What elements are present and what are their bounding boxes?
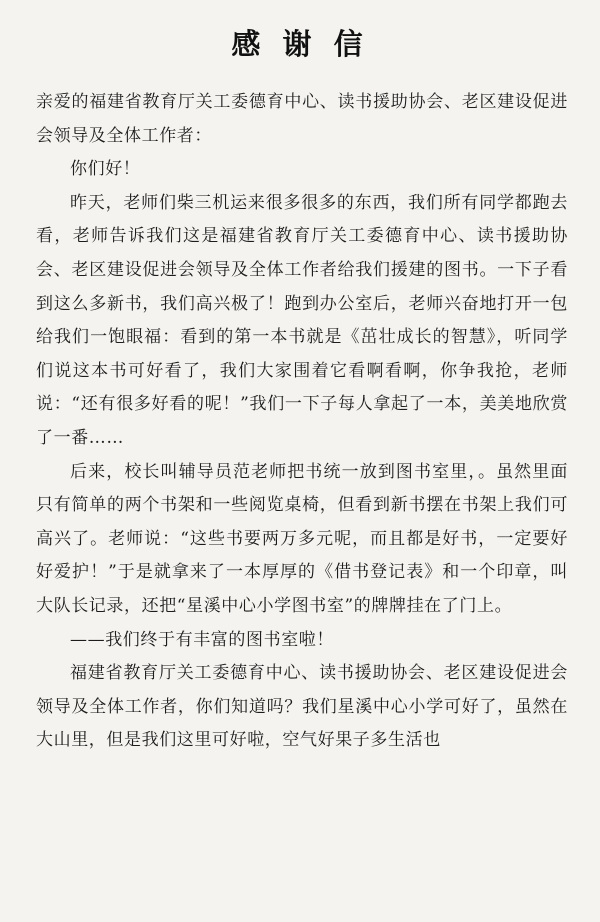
letter-title: 感 谢 信	[231, 27, 369, 61]
letter-paragraph: ——我们终于有丰富的图书室啦！	[70, 629, 334, 650]
letter-paragraph: 后来，校长叫辅导员范老师把书统一放到图书室里，。虽然里面只有简单的两个书架和一些阅览桌椅，但看到新书摆在书架上我们可高兴了。老师说：“这些书要两万多元呢，而且都是好书，一定要好好爱护！”于是就拿来了一本厚厚的《借书登记表》和一个印章，叫大队长记录，还把“星溪中心小学图书室”的牌牌挂在了门上。	[36, 461, 568, 616]
letter-paragraph: 福建省教育厅关工委德育中心、读书援助协会、老区建设促进会领导及全体工作者，你们知道吗？我们星溪中心小学可好了，虽然在大山里，但是我们这里可好啦，空气好果子多生活也	[36, 663, 568, 751]
letter-greeting: 你们好！	[70, 159, 141, 180]
letter-paragraph: 昨天，老师们柴三机运来很多很多的东西，我们所有同学都跑去看，老师告诉我们这是福建省教育厅关工委德育中心、读书援助协会、老区建设促进会领导及全体工作者给我们援建的图书。一下子看到这么多新书，我们高兴极了！跑到办公室后，老师兴奋地打开一包给我们一饱眼福：看到的第一本书就是《茁壮成长的智慧》，听同学们说这本书可好看了，我们大家围着它看啊看啊，你争我抢，老师说：“还有很多好看的呢！”我们一下子每人拿起了一本，美美地欣赏了一番……	[36, 192, 568, 448]
letter-salutation: 亲爱的福建省教育厅关工委德育中心、读书援助协会、老区建设促进会领导及全体工作者：	[36, 92, 568, 146]
letter-body	[36, 86, 568, 758]
